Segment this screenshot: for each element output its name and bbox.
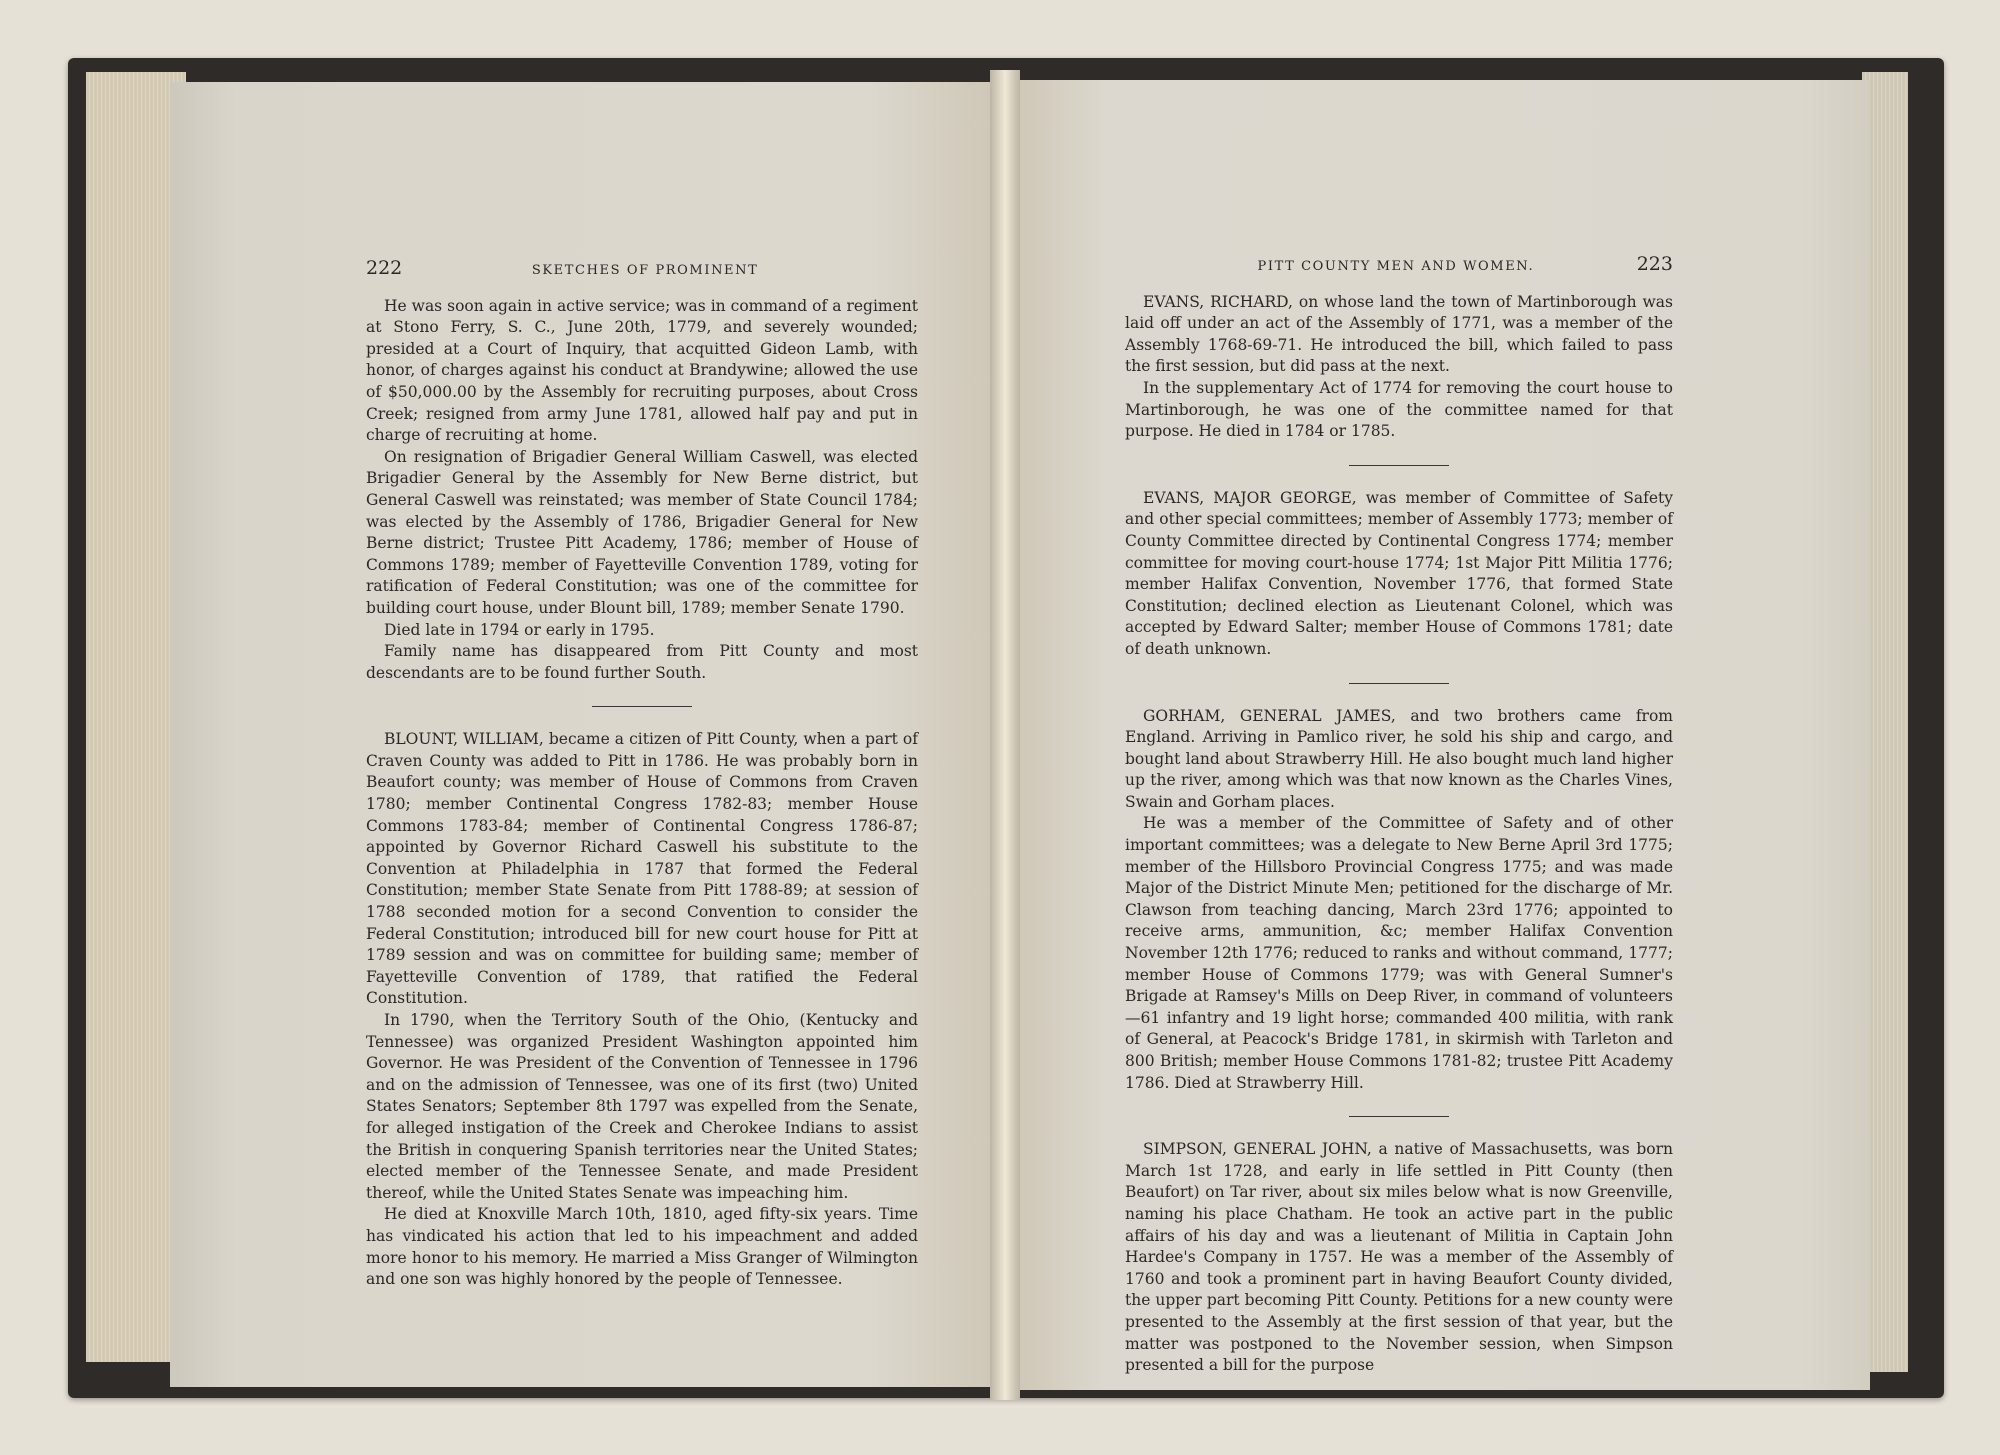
running-head: PITT COUNTY MEN AND WOMEN. [1257,259,1535,274]
paragraph: In the supplementary Act of 1774 for removing the court house to Martinborough, he was one of the committee named for that purpose. He died in 1784 or 1785. [1125,378,1673,441]
right-page-text [1125,254,1673,1377]
paragraph: EVANS, MAJOR GEORGE, was member of Committee of Safety and other special committees; member of Assembly 1773; member of County Committee directed by Continental Congress 1774; member committee for moving court-house 1774; 1st Major Pitt Militia 1776; member Halifax Convention, November 1776, that formed State Constitution; declined election as Lieutenant Colonel, which was accepted by Edward Salter; member House of Commons 1781; date of death unknown. [1125,488,1673,658]
paragraph: GORHAM, GENERAL JAMES, and two brothers came from England. Arriving in Pamlico river, he sold his ship and cargo, and bought land about Strawberry Hill. He also bought much land higher up the river, among which was that now known as the Charles Vines, Swain and Gorham places. [1125,706,1673,811]
paragraph: SIMPSON, GENERAL JOHN, a native of Massachusetts, was born March 1st 1728, and early in life settled in Pitt County (then Beaufort) on Tar river, about six miles below what is now Greenville, naming his place Chatham. He took an active part in the public affairs of his day and was a lieutenant of Militia in Captain John Hardee's Company in 1757. He was a member of the Assembly of 1760 and took a prominent part in having Beaufort County divided, the upper part becoming Pitt County. Petitions for a new county were presented to the Assembly at the first session of that year, but the matter was postponed to the November session, when Simpson presented a bill for the purpose [1125,1140,1673,1375]
paragraph: EVANS, RICHARD, on whose land the town of Martinborough was laid off under an act of the Assembly of 1771, was a member of the Assembly 1768-69-71. He introduced the bill, which failed to pass the first session, but did pass at the next. [1125,292,1673,376]
right-page-header [1125,254,1673,278]
paragraph: He died at Knoxville March 10th, 1810, aged fifty-six years. Time has vindicated his action that led to his impeachment and added more honor to his memory. He married a Miss Granger of Wilmington and one son was highly honored by the people of Tennessee. [366,1205,918,1289]
section-divider [1349,1116,1449,1117]
section-divider [1349,683,1449,684]
left-page [170,82,990,1387]
right-page [1020,80,1870,1390]
section-divider [1349,465,1449,466]
running-head: SKETCHES OF PROMINENT [531,263,759,278]
page-number: 223 [1636,253,1673,275]
paragraph: In 1790, when the Territory South of the Ohio, (Kentucky and Tennessee) was organized President Washington appointed him Governor. He was President of the Convention of Tennessee in 1796 and on the admission of Tennessee, was one of its first (two) United States Senators; September 8th 1797 was expelled from the Senate, for alleged instigation of the Creek and Cherokee Indians to assist the British in conquering Spanish territories near the United States; elected member of the Tennessee Senate, and made President thereof, while the United States Senate was impeaching him. [366,1011,918,1202]
paragraph: BLOUNT, WILLIAM, became a citizen of Pitt County, when a part of Craven County was added to Pitt in 1786. He was probably born in Beaufort county; was member of House of Commons from Craven 1780; member Continental Congress 1782-83; member House Commons 1783-84; member of Continental Congress 1786-87; appointed by Governor Richard Caswell his substitute to the Convention at Philadelphia in 1787 that formed the Federal Constitution; member State Senate from Pitt 1788-89; at session of 1788 seconded motion for a second Convention to consider the Federal Constitution; introduced bill for new court house for Pitt at 1789 session and was on committee for building same; member of Fayetteville Convention of 1789, that ratified the Federal Constitution. [366,730,918,1008]
book-gutter [990,70,1020,1400]
left-page-header [366,258,918,282]
paragraph: He was soon again in active service; was in command of a regiment at Stono Ferry, S. C., June 20th, 1779, and severely wounded; presided at a Court of Inquiry, that acquitted Gideon Lamb, with honor, of charges against his conduct at Brandywine; allowed the use of $50,000.00 by the Assembly for recruiting purposes, about Cross Creek; resigned from army June 1781, allowed half pay and put in charge of recruiting at home. [366,296,918,445]
page-number: 222 [366,257,403,279]
paragraph: Family name has disappeared from Pitt County and most descendants are to be found further South. [366,642,918,682]
paragraph: Died late in 1794 or early in 1795. [384,620,655,639]
paragraph: He was a member of the Committee of Safety and of other important committees; was a delegate to New Berne April 3rd 1775; member of the Hillsboro Provincial Congress 1775; and was made Major of the District Minute Men; petitioned for the discharge of Mr. Clawson from teaching dancing, March 23rd 1776; appointed to receive arms, ammunition, &c; member Halifax Convention November 12th 1776; reduced to ranks and without command, 1777; member House of Commons 1779; was with General Sumner's Brigade at Ramsey's Mills on Deep River, in command of volunteers—61 infantry and 19 light horse; commanded 400 militia, with rank of General, at Peacock's Bridge 1781, in skirmish with Tarleton and 800 British; member House Commons 1781-82; trustee Pitt Academy 1786. Died at Strawberry Hill. [1125,814,1673,1092]
paragraph: On resignation of Brigadier General William Caswell, was elected Brigadier General by the Assembly for New Berne district, but General Caswell was reinstated; was member of State Council 1784; was elected by the Assembly of 1786, Brigadier General for New Berne district; Trustee Pitt Academy, 1786; member of House of Commons 1789; member of Fayetteville Convention 1789, voting for ratification of Federal Constitution; was one of the committee for building court house, under Blount bill, 1789; member Senate 1790. [366,447,918,617]
section-divider [592,706,692,707]
left-page-text [366,258,918,1291]
